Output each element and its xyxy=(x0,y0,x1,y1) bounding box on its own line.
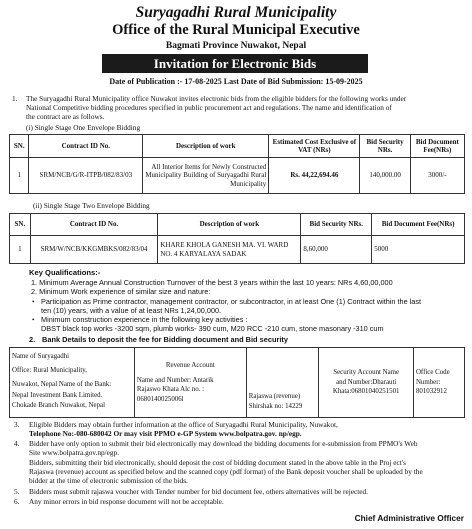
bank-number: 2. xyxy=(29,335,36,344)
bank-col2-line: Rajaswo Khata Alc no. : xyxy=(136,386,205,393)
bank-col1-line: Nepal Investment Bank Limited. xyxy=(12,391,103,399)
note-4-number: 4. xyxy=(14,439,20,448)
note-3-line-2: Telephone No:-080-680042 Or may visit PPMO e-GP System www.bolpatra.gov. np/egp. xyxy=(29,429,302,438)
note-4-line-4: Rajaswa (revenue) account as specified below and the scanned copy (pdf format) of the Bank deposit voucher shall be uploaded by the xyxy=(29,467,423,476)
t1-header-doc-fee: Bid Document Fee(NRs) xyxy=(410,135,464,158)
note-4-line-1: Bidder have only option to submit their bid electronically may download the bidding documents for e-submission from PPMO's Web xyxy=(29,439,418,448)
bullet-icon: • xyxy=(32,297,35,306)
t2-cell-description: KHARE KHOLA GANESH MA. VI. WARD NO. 4 KARYALAYA SADAK xyxy=(158,236,301,264)
note-4-line-2: Site www.bolpatra.gov.np/egp. xyxy=(29,448,120,457)
office-address: Bagmati Province Nuwakot, Nepal xyxy=(165,41,307,51)
intro-line-2: National Competitive bidding procedures specified in public procurement act and regulations. The name and identification of xyxy=(26,103,392,112)
notice-banner: Invitation for Electronic Bids xyxy=(102,54,368,73)
t2-header-bid-security: Bid Security NRs. xyxy=(301,214,372,236)
t2-header-doc-fee: Bid Document Fee(NRs) xyxy=(372,214,465,236)
note-5-text: Bidders must submit rajaswa voucher with Tender number for bid document fee, others alternatives will be rejected. xyxy=(29,487,368,496)
t2-header-contract: Contract ID No. xyxy=(30,214,158,236)
bullet-icon: • xyxy=(32,315,35,324)
rajaswa-cell xyxy=(246,348,319,418)
t1-cell-doc-fee: 3000/- xyxy=(410,158,464,194)
table1-caption: (i) Single Stage One Envelope Bidding xyxy=(26,123,141,132)
t2-cell-contract: SRM/W/NCB/KKGMBKS/082/83/04 xyxy=(30,236,158,264)
bank-col5-line: 801032912 xyxy=(415,388,447,396)
intro-line-1: The Suryagadhi Rural Municipality office Nuwakot invites electronic bids from the eligible bidders for the following works under xyxy=(26,94,407,103)
note-4-line-3: Bidders, submitting their bid electronically, should deposit the cost of bidding document stated in the above table in the Proj ect's xyxy=(29,458,406,467)
office-code-cell xyxy=(413,348,464,418)
qualification-item: DBST black top works -3200 sqm, plumb works- 390 cum, M20 RCC -210 cum, stone masonary -310 cum xyxy=(41,324,384,333)
t1-header-contract: Contract ID No. xyxy=(29,135,143,158)
note-4-line-5: bidder at the time of electronic submission of the bids. xyxy=(29,476,188,485)
bank-title: Bank Details to deposit the fee for Bidding document and Bid security xyxy=(42,335,288,344)
bank-col2-line: 0680140025006l xyxy=(136,395,184,403)
note-3-line-1: Eligible Bidders may obtain further information at the office of Suryagadhi Rural Municipality, Nuwakot, xyxy=(29,420,338,429)
table-two-envelope xyxy=(9,213,465,264)
revenue-account-cell xyxy=(134,348,246,418)
bank-col2-line: Revenue Account xyxy=(165,362,215,369)
publication-dates: Date of Publication :- 17-08-2025 Last Date of Bid Submission: 15-09-2025 xyxy=(109,77,363,86)
municipality-name: Suryagadhi Rural Municipality xyxy=(135,4,337,21)
bank-col3-line: Rajaswa (revenue) xyxy=(248,393,301,400)
qualification-item: ten (10) years, with a value of at least NRs 1,24,00,000. xyxy=(41,306,222,315)
bank-office-cell xyxy=(10,348,135,418)
table-row xyxy=(10,158,465,194)
qualification-item: Minimum construction experience in the following key activities : xyxy=(41,315,248,324)
bank-col4-line: and Number:Dharauti xyxy=(336,378,397,386)
t1-cell-sn: 1 xyxy=(10,158,29,194)
t2-header-sn: SN. xyxy=(10,214,31,236)
note-6-text: Any minor errors in bid response document will not be acceptable. xyxy=(29,497,224,506)
t1-cell-estimated-cost: Rs. 44,22,694.46 xyxy=(269,158,360,194)
note-6-number: 6. xyxy=(14,497,20,506)
qualification-item: Participation as Prime contractor, management contractor, or subcontractor, in at least One (1) Contract within the last xyxy=(41,297,422,306)
intro-line-3: the contract are as follows. xyxy=(26,112,105,121)
table-row xyxy=(10,236,465,264)
t2-cell-doc-fee: 5000 xyxy=(372,236,465,264)
t1-cell-description: All Interior Items for Newly Constructed Municipality Building of Suryagadhi Rural Municipality xyxy=(143,158,269,194)
security-account-cell xyxy=(319,348,413,418)
t1-header-estimated-cost: Estimated Cost Exclusive of VAT (NRs) xyxy=(269,135,360,158)
table2-caption: (ii) Single Stage Two Envelope Bidding xyxy=(33,201,150,210)
bank-col5-line: Office Code xyxy=(415,369,450,377)
t1-cell-bid-security: 140,000.00 xyxy=(360,158,410,194)
bank-col3-line: Shirshak no: 14229 xyxy=(248,402,303,410)
bank-col4-line: Khata:06801040251501 xyxy=(332,388,400,396)
t2-header-description: Description of work xyxy=(158,214,301,236)
qualifications-title: Key Qualifications:- xyxy=(29,268,101,277)
t2-cell-bid-security: 8,60,000 xyxy=(301,236,372,264)
bank-col1-line: Name of Suryagadhi xyxy=(12,353,70,360)
qualification-item: 1. Minimum Average Annual Construction Turnover of the best 3 years within the last 10 years: NRs 4,60,00,000 xyxy=(31,278,393,287)
note-5-number: 5. xyxy=(14,487,20,496)
bank-col1-line: Nuwakot, Nepal Name of the Bank: xyxy=(12,381,112,388)
t1-header-bid-security: Bid Security NRs. xyxy=(360,135,410,158)
bank-col4-line: Security Account Name xyxy=(333,369,400,377)
note-3-number: 3. xyxy=(14,420,20,429)
qualification-item: 2. Minimum Work experience of similar size and nature: xyxy=(31,287,211,296)
t2-cell-sn: 1 xyxy=(10,236,31,264)
bank-col1-line: Chokade Branch Nuwakot, Nepal xyxy=(12,402,105,409)
bank-details-table xyxy=(9,347,465,418)
bank-col1-line: Office: Rural Municipality, xyxy=(12,366,88,374)
t1-header-description: Description of work xyxy=(143,135,269,158)
intro-number: 1. xyxy=(12,94,18,103)
bank-col2-line: Name and Number: Antarik xyxy=(136,376,214,384)
bank-col5-line: Number: xyxy=(415,378,441,386)
office-name: Office of the Rural Municipal Executive xyxy=(112,22,360,38)
t1-cell-contract: SRM/NCB/G/R-ITPB/082/83/03 xyxy=(29,158,143,194)
t1-header-sn: SN. xyxy=(10,135,29,158)
table-single-envelope xyxy=(9,134,465,194)
signature-title: Chief Administrative Officer xyxy=(354,513,464,523)
